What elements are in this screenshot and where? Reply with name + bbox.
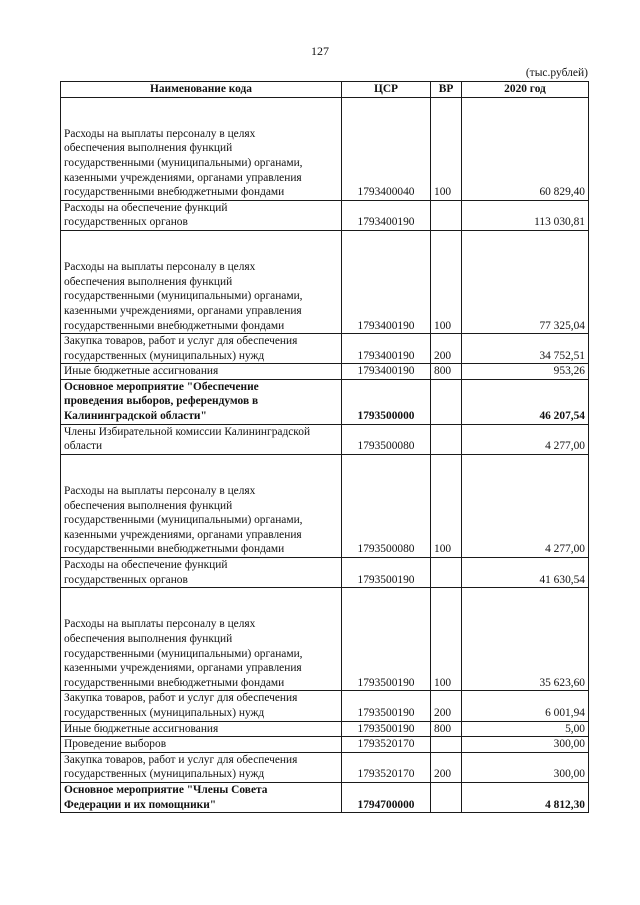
table-row xyxy=(61,97,589,200)
cell-name: Расходы на обеспечение функций государственных органов xyxy=(61,200,342,230)
cell-name: Закупка товаров, работ и услуг для обеспечения государственных (муниципальных) нужд xyxy=(61,691,342,721)
cell-amount: 300,00 xyxy=(462,752,589,782)
header-csr: ЦСР xyxy=(342,82,431,98)
table-row xyxy=(61,782,589,812)
cell-csr: 1793500080 xyxy=(342,424,431,454)
table-row xyxy=(61,558,589,588)
cell-vr xyxy=(431,379,462,424)
cell-amount: 300,00 xyxy=(462,737,589,753)
cell-amount: 34 752,51 xyxy=(462,334,589,364)
cell-csr: 1793400190 xyxy=(342,230,431,333)
cell-name: Расходы на выплаты персоналу в целях обеспечения выполнения функций государственными (муниципальными) органами, казенными учреждениями, органами управления государственными внебюджетными фондами xyxy=(61,454,342,557)
table-row xyxy=(61,588,589,691)
cell-vr xyxy=(431,424,462,454)
cell-name: Расходы на выплаты персоналу в целях обеспечения выполнения функций государственными (муниципальными) органами, казенными учреждениями, органами управления государственными внебюджетными фондами xyxy=(61,588,342,691)
cell-vr xyxy=(431,782,462,812)
table-row xyxy=(61,691,589,721)
table-row xyxy=(61,737,589,753)
cell-name: Иные бюджетные ассигнования xyxy=(61,364,342,380)
cell-vr: 800 xyxy=(431,364,462,380)
cell-amount: 77 325,04 xyxy=(462,230,589,333)
cell-amount: 41 630,54 xyxy=(462,558,589,588)
cell-vr xyxy=(431,200,462,230)
cell-name: Иные бюджетные ассигнования xyxy=(61,721,342,737)
table-body xyxy=(61,97,589,813)
table-row xyxy=(61,334,589,364)
cell-name: Расходы на выплаты персоналу в целях обеспечения выполнения функций государственными (муниципальными) органами, казенными учреждениями, органами управления государственными внебюджетными фондами xyxy=(61,230,342,333)
cell-amount: 6 001,94 xyxy=(462,691,589,721)
cell-name: Закупка товаров, работ и услуг для обеспечения государственных (муниципальных) нужд xyxy=(61,334,342,364)
cell-csr: 1793520170 xyxy=(342,737,431,753)
cell-csr: 1793400040 xyxy=(342,97,431,200)
table-row xyxy=(61,424,589,454)
page-number: 127 xyxy=(311,44,329,58)
cell-vr: 200 xyxy=(431,691,462,721)
header-name: Наименование кода xyxy=(61,82,342,98)
table-row xyxy=(61,454,589,557)
cell-amount: 4 812,30 xyxy=(462,782,589,812)
units-label: (тыс.рублей) xyxy=(525,67,588,79)
cell-name: Расходы на выплаты персоналу в целях обеспечения выполнения функций государственными (муниципальными) органами, казенными учреждениями, органами управления государственными внебюджетными фондами xyxy=(61,97,342,200)
cell-csr: 1793400190 xyxy=(342,200,431,230)
cell-amount: 35 623,60 xyxy=(462,588,589,691)
cell-csr: 1793500190 xyxy=(342,588,431,691)
cell-csr: 1793520170 xyxy=(342,752,431,782)
budget-table xyxy=(60,81,589,813)
cell-vr: 200 xyxy=(431,334,462,364)
cell-vr: 800 xyxy=(431,721,462,737)
table-header-row xyxy=(61,82,589,98)
cell-vr: 100 xyxy=(431,454,462,557)
cell-amount: 46 207,54 xyxy=(462,379,589,424)
cell-csr: 1793500190 xyxy=(342,691,431,721)
cell-vr xyxy=(431,558,462,588)
cell-amount: 5,00 xyxy=(462,721,589,737)
table-row xyxy=(61,200,589,230)
cell-vr xyxy=(431,737,462,753)
table-row xyxy=(61,230,589,333)
header-vr: ВР xyxy=(431,82,462,98)
cell-amount: 953,26 xyxy=(462,364,589,380)
cell-vr: 100 xyxy=(431,588,462,691)
cell-csr: 1793500000 xyxy=(342,379,431,424)
cell-name: Основное мероприятие "Обеспечение проведения выборов, референдумов в Калининградской области" xyxy=(61,379,342,424)
table-row xyxy=(61,379,589,424)
cell-amount: 4 277,00 xyxy=(462,424,589,454)
cell-name: Члены Избирательной комиссии Калининградской области xyxy=(61,424,342,454)
cell-vr: 100 xyxy=(431,97,462,200)
cell-amount: 60 829,40 xyxy=(462,97,589,200)
table-row xyxy=(61,752,589,782)
cell-name: Основное мероприятие "Члены Совета Федерации и их помощники" xyxy=(61,782,342,812)
cell-amount: 4 277,00 xyxy=(462,454,589,557)
cell-csr: 1793500080 xyxy=(342,454,431,557)
cell-amount: 113 030,81 xyxy=(462,200,589,230)
cell-csr: 1794700000 xyxy=(342,782,431,812)
cell-csr: 1793500190 xyxy=(342,558,431,588)
cell-csr: 1793500190 xyxy=(342,721,431,737)
header-year: 2020 год xyxy=(462,82,589,98)
table-row xyxy=(61,721,589,737)
cell-vr: 200 xyxy=(431,752,462,782)
cell-csr: 1793400190 xyxy=(342,334,431,364)
cell-name: Проведение выборов xyxy=(61,737,342,753)
cell-csr: 1793400190 xyxy=(342,364,431,380)
table-row xyxy=(61,364,589,380)
cell-name: Закупка товаров, работ и услуг для обеспечения государственных (муниципальных) нужд xyxy=(61,752,342,782)
cell-name: Расходы на обеспечение функций государственных органов xyxy=(61,558,342,588)
cell-vr: 100 xyxy=(431,230,462,333)
